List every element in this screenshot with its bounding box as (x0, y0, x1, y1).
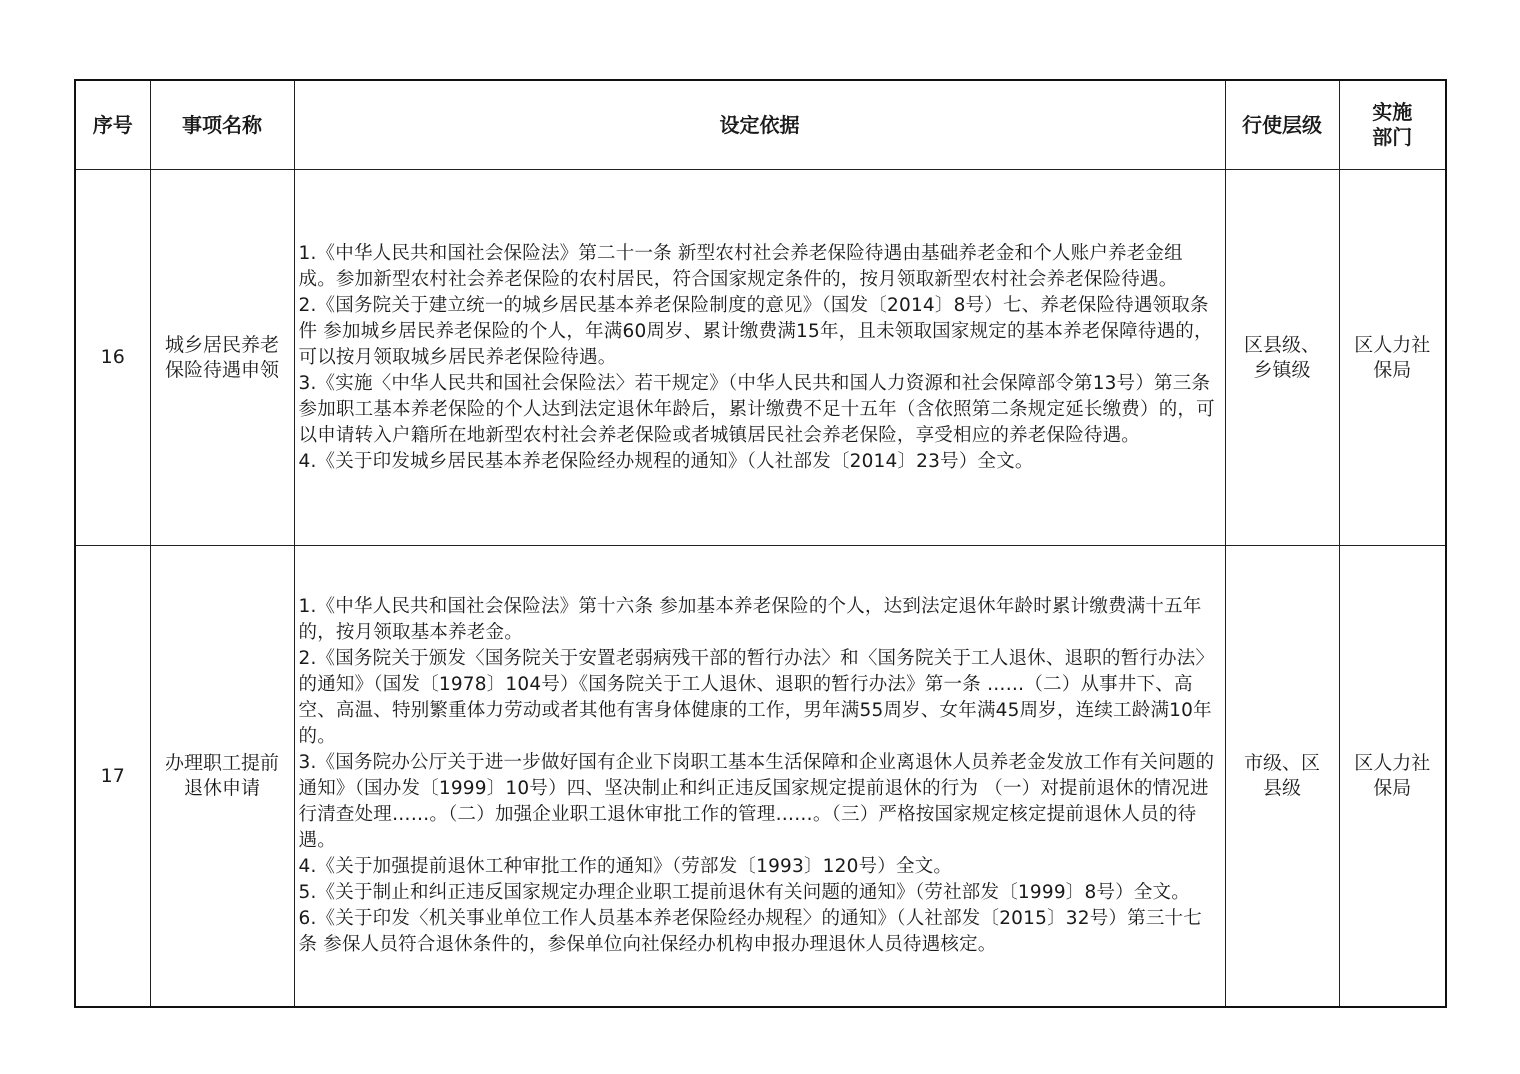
item-name-line2: 保险待遇申领 (164, 358, 279, 381)
item-name-line1: 城乡居民养老 (164, 333, 279, 356)
header-dept (1339, 80, 1446, 170)
item-name-line1: 办理职工提前 (164, 752, 279, 774)
header-row (75, 80, 1446, 170)
basis-clause: 3.《实施〈中华人民共和国社会保险法〉若干规定》（中华人民共和国人力资源和社会保障部令第13号）第三条 参加职工基本养老保险的个人达到法定退休年龄后，累计缴费不足十五年（含依照第二条规定延长缴费）的，可以申请转入户籍所在地新型农村社会养老保险或者城镇居民社会养老保险，享受相应的养老保险待遇。 (298, 372, 1215, 446)
basis-clause: 1.《中华人民共和国社会保险法》第二十一条 新型农村社会养老保险待遇由基础养老金和个人账户养老金组成。参加新型农村社会养老保险的农村居民，符合国家规定条件的，按月领取新型农村社会养老保险待遇。 (298, 242, 1183, 290)
policy-table (74, 79, 1447, 1008)
dept-line2: 保局 (1373, 777, 1412, 799)
basis-clause: 1.《中华人民共和国社会保险法》第十六条 参加基本养老保险的个人，达到法定退休年龄时累计缴费满十五年的，按月领取基本养老金。 (298, 596, 1202, 643)
item-name-line2: 退休申请 (183, 777, 260, 799)
cell-level (1225, 170, 1339, 546)
basis-clause: 4.《关于印发城乡居民基本养老保险经办规程的通知》（人社部发〔2014〕23号）全文。 (298, 450, 1034, 472)
basis-clause: 3.《国务院办公厅关于进一步做好国有企业下岗职工基本生活保障和企业离退休人员养老金发放工作有关问题的通知》（国办发〔1999〕10号）四、坚决制止和纠正违反国家规定提前退休的行为 （一）对提前退休的情况进行清查处理……。（二）加强企业职工退休审批工作的管理……。（三）严格按国家规定核定提前退休人员的待遇。 (298, 752, 1215, 851)
dept-line1: 区人力社 (1354, 333, 1431, 356)
cell-seq: 16 (75, 170, 150, 546)
dept-line1: 区人力社 (1354, 752, 1431, 774)
table-row (75, 546, 1446, 1008)
dept-line2: 保局 (1373, 358, 1412, 381)
level-line1: 市级、区 (1243, 752, 1320, 774)
cell-dept (1339, 546, 1446, 1008)
header-item-name: 事项名称 (150, 80, 294, 170)
basis-clause: 5.《关于制止和纠正违反国家规定办理企业职工提前退休有关问题的通知》（劳社部发〔1999〕8号）全文。 (298, 882, 1190, 903)
level-line2: 县级 (1262, 777, 1301, 799)
basis-clause: 2.《国务院关于颁发〈国务院关于安置老弱病残干部的暂行办法〉和〈国务院关于工人退休、退职的暂行办法〉的通知》（国发〔1978〕104号）《国务院关于工人退休、退职的暂行办法》第一条 ……（二）从事井下、高空、高温、特别繁重体力劳动或者其他有害身体健康的工作，男年满55周岁、女年满45周岁，连续工龄满10年的。 (298, 648, 1215, 747)
header-basis: 设定依据 (294, 80, 1225, 170)
header-seq: 序号 (75, 80, 150, 170)
header-dept-line2: 部门 (1372, 125, 1413, 149)
cell-basis (294, 170, 1225, 546)
level-line2: 乡镇级 (1253, 358, 1311, 381)
level-line1: 区县级、 (1243, 333, 1320, 356)
basis-clause: 6.《关于印发〈机关事业单位工作人员基本养老保险经办规程〉的通知》（人社部发〔2015〕32号）第三十七条 参保人员符合退休条件的，参保单位向社保经办机构申报办理退休人员待遇核定。 (298, 908, 1202, 955)
table-row (75, 170, 1446, 546)
cell-item-name (150, 170, 294, 546)
cell-seq: 17 (75, 546, 150, 1008)
cell-level (1225, 546, 1339, 1008)
header-dept-line1: 实施 (1372, 100, 1413, 124)
cell-basis (294, 546, 1225, 1008)
cell-item-name (150, 546, 294, 1008)
cell-dept (1339, 170, 1446, 546)
header-level: 行使层级 (1225, 80, 1339, 170)
basis-clause: 2.《国务院关于建立统一的城乡居民基本养老保险制度的意见》（国发〔2014〕8号）七、养老保险待遇领取条件 参加城乡居民养老保险的个人，年满60周岁、累计缴费满15年，且未领取国家规定的基本养老保障待遇的，可以按月领取城乡居民养老保险待遇。 (298, 294, 1213, 368)
basis-clause: 4.《关于加强提前退休工种审批工作的通知》（劳部发〔1993〕120号）全文。 (298, 856, 953, 877)
